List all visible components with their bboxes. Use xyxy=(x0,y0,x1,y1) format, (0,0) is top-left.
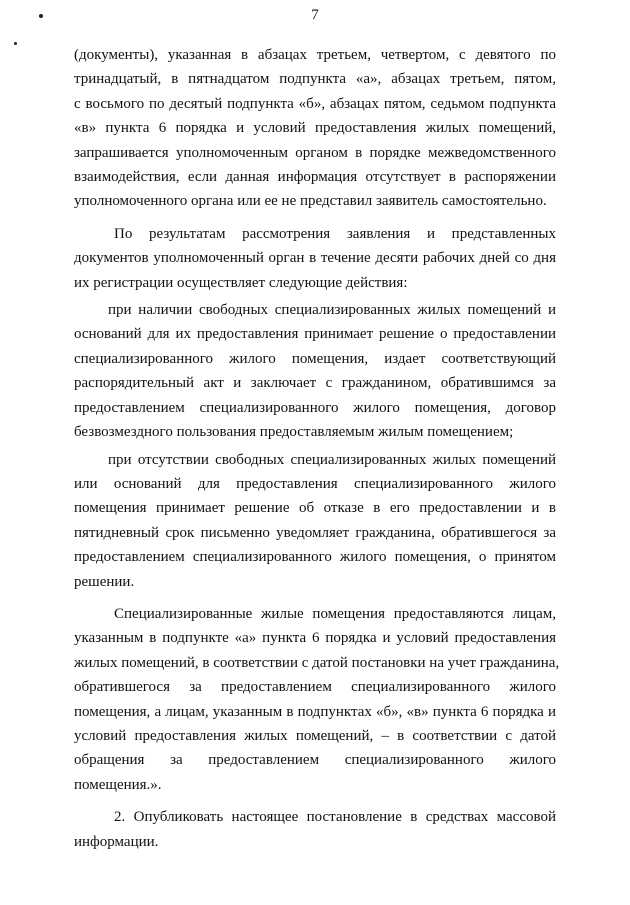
text-line: По результатам рассмотрения заявления и представленных xyxy=(114,225,556,242)
paragraph-publication xyxy=(74,805,556,854)
text-line: обращения за предоставлением специализированного жилого xyxy=(74,752,556,769)
page-number: 7 xyxy=(311,7,319,23)
text-line: помещения.». xyxy=(74,776,162,793)
text-line: предоставлением специализированного жилого помещения, договор xyxy=(74,399,556,416)
text-line: документов уполномоченный орган в течение десяти рабочих дней со дня xyxy=(74,250,556,267)
text-line: указанным в подпункте «а» пункта 6 порядка и условий предоставления xyxy=(74,630,556,647)
text-line: распорядительный акт и заключает с гражданином, обратившимся за xyxy=(74,375,556,392)
text-line: предоставлением специализированного жилого помещения, о принятом xyxy=(74,549,556,566)
text-line: уполномоченного органа или ее не представил заявитель самостоятельно. xyxy=(74,193,547,210)
text-line: или оснований для предоставления специализированного жилого xyxy=(74,475,556,492)
document-body xyxy=(74,43,560,854)
scan-speck xyxy=(39,14,43,18)
paragraph-review-results xyxy=(74,222,556,295)
text-line: при отсутствии свободных специализированных жилых помещений xyxy=(108,451,556,468)
text-line: помещения принимает решение об отказе в его предоставлении и в xyxy=(74,500,556,517)
text-line: взаимодействия, если данная информация отсутствует в распоряжении xyxy=(74,169,556,186)
text-line: оснований для их предоставления принимает решение о предоставлении xyxy=(74,326,556,343)
text-line: информации. xyxy=(74,833,159,850)
text-line: «в» пункта 6 порядка и условий предоставления жилых помещений, xyxy=(74,120,556,137)
paragraph-documents-request xyxy=(74,43,556,214)
text-line: с восьмого по десятый подпункта «б», абзацах пятом, седьмом подпункта xyxy=(74,95,556,112)
text-line: условий предоставления жилых помещений, – в соответствии с датой xyxy=(74,727,556,744)
text-line: пятидневный срок письменно уведомляет гражданина, обратившегося за xyxy=(74,524,556,541)
text-line: их регистрации осуществляет следующие действия: xyxy=(74,274,408,291)
text-line: Специализированные жилые помещения предоставляются лицам, xyxy=(114,605,556,622)
paragraph-refusal xyxy=(74,448,556,594)
paragraph-provision-order xyxy=(74,602,560,797)
text-line: тринадцатый, в пятнадцатом подпункта «а», абзацах третьем, пятом, xyxy=(74,71,556,88)
text-line: решении. xyxy=(74,573,135,590)
text-line: запрашивается уполномоченным органом в порядке межведомственного xyxy=(74,144,556,161)
text-line: помещения, а лицам, указанным в подпунктах «б», «в» пункта 6 порядка и xyxy=(74,703,556,720)
text-line: 2. Опубликовать настоящее постановление в средствах массовой xyxy=(114,809,556,826)
text-line: обратившегося за предоставлением специализированного жилого xyxy=(74,679,556,696)
text-line: безвозмездного пользования предоставляемым жилым помещением; xyxy=(74,424,514,441)
paragraph-availability xyxy=(74,298,556,444)
text-line: специализированного жилого помещения, издает соответствующий xyxy=(74,350,556,367)
scan-speck xyxy=(14,42,17,45)
text-line: (документы), указанная в абзацах третьем, четвертом, с девятого по xyxy=(74,47,556,63)
text-line: жилых помещений, в соответствии с датой постановки на учет гражданина, xyxy=(74,654,560,671)
text-line: при наличии свободных специализированных жилых помещений и xyxy=(108,302,556,319)
